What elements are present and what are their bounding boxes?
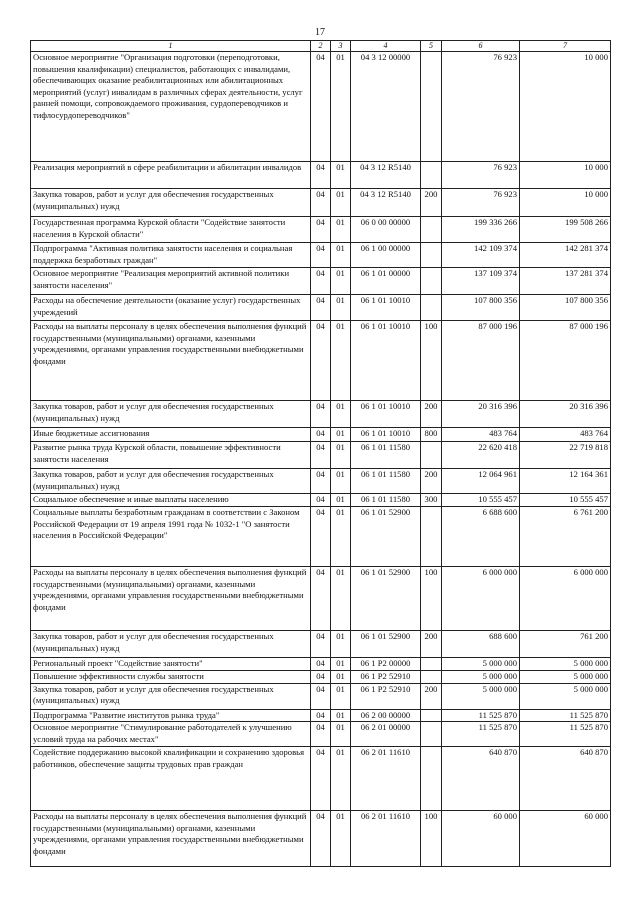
row-amount-2021: 5 000 000 xyxy=(520,671,611,684)
row-description: Расходы на выплаты персоналу в целях обеспечения выполнения функций государственными (муниципальными) органами, казенными учреждениями, органами управления государственными внебюджетными фондами xyxy=(31,321,311,401)
column-header: 7 xyxy=(520,41,611,52)
row-section-code: 04 xyxy=(311,507,331,567)
row-description: Региональный проект "Содействие занятости" xyxy=(31,658,311,671)
row-section-code: 04 xyxy=(311,722,331,747)
row-expense-type: 200 xyxy=(421,401,442,428)
row-target-article: 06 1 01 52900 xyxy=(351,507,421,567)
row-subsection-code: 01 xyxy=(331,507,351,567)
row-amount-2021: 22 719 818 xyxy=(520,442,611,469)
row-description: Социальные выплаты безработным гражданам в соответствии с Законом Российской Федерации от 19 апреля 1991 года № 1032-1 "О занятости населения в Российской Федерации" xyxy=(31,507,311,567)
row-amount-2020: 6 000 000 xyxy=(442,567,520,631)
row-section-code: 04 xyxy=(311,217,331,243)
row-amount-2021: 87 000 196 xyxy=(520,321,611,401)
row-amount-2020: 137 109 374 xyxy=(442,268,520,295)
row-amount-2020: 640 870 xyxy=(442,747,520,811)
budget-table xyxy=(30,40,611,867)
row-description: Закупка товаров, работ и услуг для обеспечения государственных (муниципальных) нужд xyxy=(31,189,311,217)
row-section-code: 04 xyxy=(311,747,331,811)
row-target-article: 04 3 12 R5140 xyxy=(351,189,421,217)
table-row xyxy=(31,295,611,321)
table-row xyxy=(31,162,611,189)
row-amount-2021: 5 000 000 xyxy=(520,658,611,671)
row-description: Закупка товаров, работ и услуг для обеспечения государственных (муниципальных) нужд xyxy=(31,631,311,658)
row-section-code: 04 xyxy=(311,243,331,268)
row-amount-2021: 10 000 xyxy=(520,52,611,162)
row-amount-2021: 60 000 xyxy=(520,811,611,867)
row-target-article: 06 1 P2 52910 xyxy=(351,671,421,684)
row-section-code: 04 xyxy=(311,683,331,709)
page-number: 17 xyxy=(315,27,325,38)
table-row xyxy=(31,567,611,631)
table-row xyxy=(31,243,611,268)
row-section-code: 04 xyxy=(311,321,331,401)
row-section-code: 04 xyxy=(311,469,331,494)
row-section-code: 04 xyxy=(311,494,331,507)
row-amount-2020: 11 525 870 xyxy=(442,709,520,722)
row-amount-2020: 142 109 374 xyxy=(442,243,520,268)
table-row xyxy=(31,469,611,494)
row-section-code: 04 xyxy=(311,811,331,867)
row-expense-type xyxy=(421,747,442,811)
row-target-article: 06 1 01 52900 xyxy=(351,631,421,658)
row-section-code: 04 xyxy=(311,709,331,722)
row-target-article: 06 1 01 10010 xyxy=(351,401,421,428)
row-amount-2020: 76 923 xyxy=(442,52,520,162)
row-expense-type xyxy=(421,722,442,747)
row-amount-2020: 20 316 396 xyxy=(442,401,520,428)
row-description: Развитие рынка труда Курской области, повышение эффективности занятости населения xyxy=(31,442,311,469)
row-subsection-code: 01 xyxy=(331,567,351,631)
row-description: Иные бюджетные ассигнования xyxy=(31,428,311,442)
row-subsection-code: 01 xyxy=(331,243,351,268)
row-description: Подпрограмма "Развитие институтов рынка труда" xyxy=(31,709,311,722)
row-expense-type: 100 xyxy=(421,811,442,867)
column-header: 5 xyxy=(421,41,442,52)
row-amount-2020: 5 000 000 xyxy=(442,671,520,684)
row-expense-type: 100 xyxy=(421,321,442,401)
table-row xyxy=(31,321,611,401)
row-amount-2021: 483 764 xyxy=(520,428,611,442)
row-subsection-code: 01 xyxy=(331,494,351,507)
row-subsection-code: 01 xyxy=(331,658,351,671)
row-description: Расходы на обеспечение деятельности (оказание услуг) государственных учреждений xyxy=(31,295,311,321)
row-target-article: 06 1 01 11580 xyxy=(351,469,421,494)
row-description: Основное мероприятие "Организация подготовки (переподготовки, повышения квалификации) специалистов, работающих с инвалидами, обеспечивающих оказание реабилитационных или абилитационных мероприятий (услуг) инвалидам в различных сферах деятельности, услуг ранней помощи, сопровождаемого проживания, сурдопереводчиков и тифлосурдопереводчиков" xyxy=(31,52,311,162)
table-row xyxy=(31,52,611,162)
row-amount-2020: 12 064 961 xyxy=(442,469,520,494)
table-row xyxy=(31,709,611,722)
table-row xyxy=(31,217,611,243)
row-expense-type: 200 xyxy=(421,189,442,217)
table-row xyxy=(31,658,611,671)
row-section-code: 04 xyxy=(311,52,331,162)
table-row xyxy=(31,811,611,867)
row-amount-2020: 11 525 870 xyxy=(442,722,520,747)
row-description: Расходы на выплаты персоналу в целях обеспечения выполнения функций государственными (муниципальными) органами, казенными учреждениями, органами управления государственными внебюджетными фондами xyxy=(31,811,311,867)
table-row xyxy=(31,428,611,442)
row-subsection-code: 01 xyxy=(331,442,351,469)
row-target-article: 06 2 01 11610 xyxy=(351,811,421,867)
row-section-code: 04 xyxy=(311,268,331,295)
row-description: Реализация мероприятий в сфере реабилитации и абилитации инвалидов xyxy=(31,162,311,189)
row-target-article: 06 1 01 11580 xyxy=(351,442,421,469)
table-row xyxy=(31,671,611,684)
row-expense-type xyxy=(421,295,442,321)
row-subsection-code: 01 xyxy=(331,189,351,217)
row-expense-type xyxy=(421,243,442,268)
row-expense-type: 800 xyxy=(421,428,442,442)
row-description: Закупка товаров, работ и услуг для обеспечения государственных (муниципальных) нужд xyxy=(31,683,311,709)
row-amount-2021: 5 000 000 xyxy=(520,683,611,709)
row-target-article: 06 1 P2 00000 xyxy=(351,658,421,671)
row-description: Содействие поддержанию высокой квалификации и сохранению здоровья работников, обеспечение защиты трудовых прав граждан xyxy=(31,747,311,811)
row-expense-type xyxy=(421,442,442,469)
row-expense-type: 200 xyxy=(421,631,442,658)
row-amount-2020: 5 000 000 xyxy=(442,658,520,671)
row-subsection-code: 01 xyxy=(331,162,351,189)
row-subsection-code: 01 xyxy=(331,671,351,684)
row-amount-2021: 6 761 200 xyxy=(520,507,611,567)
row-expense-type xyxy=(421,52,442,162)
row-target-article: 06 1 01 52900 xyxy=(351,567,421,631)
table-row xyxy=(31,268,611,295)
row-amount-2021: 11 525 870 xyxy=(520,722,611,747)
row-amount-2020: 22 620 418 xyxy=(442,442,520,469)
row-subsection-code: 01 xyxy=(331,217,351,243)
row-target-article: 06 1 01 11580 xyxy=(351,494,421,507)
row-target-article: 06 1 01 10010 xyxy=(351,321,421,401)
row-target-article: 06 2 01 11610 xyxy=(351,747,421,811)
row-expense-type xyxy=(421,671,442,684)
row-amount-2021: 11 525 870 xyxy=(520,709,611,722)
row-amount-2021: 20 316 396 xyxy=(520,401,611,428)
table-row xyxy=(31,747,611,811)
row-section-code: 04 xyxy=(311,671,331,684)
table-row xyxy=(31,683,611,709)
row-subsection-code: 01 xyxy=(331,683,351,709)
row-target-article: 06 1 01 00000 xyxy=(351,268,421,295)
row-expense-type: 200 xyxy=(421,683,442,709)
row-section-code: 04 xyxy=(311,567,331,631)
row-description: Закупка товаров, работ и услуг для обеспечения государственных (муниципальных) нужд xyxy=(31,401,311,428)
column-header: 4 xyxy=(351,41,421,52)
row-expense-type xyxy=(421,162,442,189)
table-header-row xyxy=(31,41,611,52)
row-subsection-code: 01 xyxy=(331,428,351,442)
row-expense-type xyxy=(421,507,442,567)
row-subsection-code: 01 xyxy=(331,709,351,722)
row-description: Повышение эффективности службы занятости xyxy=(31,671,311,684)
row-section-code: 04 xyxy=(311,162,331,189)
row-subsection-code: 01 xyxy=(331,469,351,494)
table-row xyxy=(31,722,611,747)
row-amount-2021: 10 000 xyxy=(520,189,611,217)
row-description: Закупка товаров, работ и услуг для обеспечения государственных (муниципальных) нужд xyxy=(31,469,311,494)
row-amount-2021: 761 200 xyxy=(520,631,611,658)
row-description: Расходы на выплаты персоналу в целях обеспечения выполнения функций государственными (муниципальными) органами, казенными учреждениями, органами управления государственными внебюджетными фондами xyxy=(31,567,311,631)
row-amount-2020: 6 688 600 xyxy=(442,507,520,567)
row-amount-2020: 688 600 xyxy=(442,631,520,658)
row-target-article: 06 1 01 10010 xyxy=(351,428,421,442)
row-section-code: 04 xyxy=(311,442,331,469)
row-subsection-code: 01 xyxy=(331,631,351,658)
row-target-article: 06 1 P2 52910 xyxy=(351,683,421,709)
row-amount-2020: 199 336 266 xyxy=(442,217,520,243)
row-amount-2020: 5 000 000 xyxy=(442,683,520,709)
table-row xyxy=(31,494,611,507)
column-header: 6 xyxy=(442,41,520,52)
table-row xyxy=(31,189,611,217)
row-amount-2020: 87 000 196 xyxy=(442,321,520,401)
row-description: Основное мероприятие "Стимулирование работодателей к улучшению условий труда на рабочих местах" xyxy=(31,722,311,747)
table-row xyxy=(31,401,611,428)
row-section-code: 04 xyxy=(311,189,331,217)
row-expense-type xyxy=(421,217,442,243)
row-expense-type: 200 xyxy=(421,469,442,494)
row-section-code: 04 xyxy=(311,658,331,671)
row-amount-2021: 142 281 374 xyxy=(520,243,611,268)
row-amount-2020: 60 000 xyxy=(442,811,520,867)
row-subsection-code: 01 xyxy=(331,321,351,401)
row-subsection-code: 01 xyxy=(331,295,351,321)
row-expense-type: 100 xyxy=(421,567,442,631)
row-target-article: 06 2 01 00000 xyxy=(351,722,421,747)
row-amount-2021: 12 164 361 xyxy=(520,469,611,494)
row-section-code: 04 xyxy=(311,401,331,428)
row-section-code: 04 xyxy=(311,295,331,321)
row-target-article: 06 2 00 00000 xyxy=(351,709,421,722)
row-amount-2020: 483 764 xyxy=(442,428,520,442)
row-section-code: 04 xyxy=(311,428,331,442)
row-subsection-code: 01 xyxy=(331,52,351,162)
row-amount-2020: 76 923 xyxy=(442,162,520,189)
table-row xyxy=(31,631,611,658)
column-header: 3 xyxy=(331,41,351,52)
row-amount-2020: 10 555 457 xyxy=(442,494,520,507)
row-expense-type xyxy=(421,268,442,295)
row-target-article: 04 3 12 00000 xyxy=(351,52,421,162)
row-target-article: 06 1 00 00000 xyxy=(351,243,421,268)
row-amount-2020: 76 923 xyxy=(442,189,520,217)
row-amount-2021: 137 281 374 xyxy=(520,268,611,295)
row-amount-2021: 10 555 457 xyxy=(520,494,611,507)
row-subsection-code: 01 xyxy=(331,268,351,295)
row-expense-type xyxy=(421,658,442,671)
row-expense-type xyxy=(421,709,442,722)
row-section-code: 04 xyxy=(311,631,331,658)
row-subsection-code: 01 xyxy=(331,747,351,811)
column-header: 2 xyxy=(311,41,331,52)
row-description: Подпрограмма "Активная политика занятости населения и социальная поддержка безработных граждан" xyxy=(31,243,311,268)
row-target-article: 06 0 00 00000 xyxy=(351,217,421,243)
row-description: Государственная программа Курской области "Содействие занятости населения в Курской области" xyxy=(31,217,311,243)
row-amount-2021: 6 000 000 xyxy=(520,567,611,631)
column-header: 1 xyxy=(31,41,311,52)
row-description: Социальное обеспечение и иные выплаты населению xyxy=(31,494,311,507)
row-description: Основное мероприятие "Реализация мероприятий активной политики занятости населения" xyxy=(31,268,311,295)
row-amount-2021: 107 800 356 xyxy=(520,295,611,321)
row-subsection-code: 01 xyxy=(331,722,351,747)
row-subsection-code: 01 xyxy=(331,811,351,867)
row-amount-2021: 640 870 xyxy=(520,747,611,811)
row-subsection-code: 01 xyxy=(331,401,351,428)
row-expense-type: 300 xyxy=(421,494,442,507)
table-row xyxy=(31,507,611,567)
row-amount-2021: 10 000 xyxy=(520,162,611,189)
row-target-article: 04 3 12 R5140 xyxy=(351,162,421,189)
row-target-article: 06 1 01 10010 xyxy=(351,295,421,321)
row-amount-2020: 107 800 356 xyxy=(442,295,520,321)
table-row xyxy=(31,442,611,469)
row-amount-2021: 199 508 266 xyxy=(520,217,611,243)
